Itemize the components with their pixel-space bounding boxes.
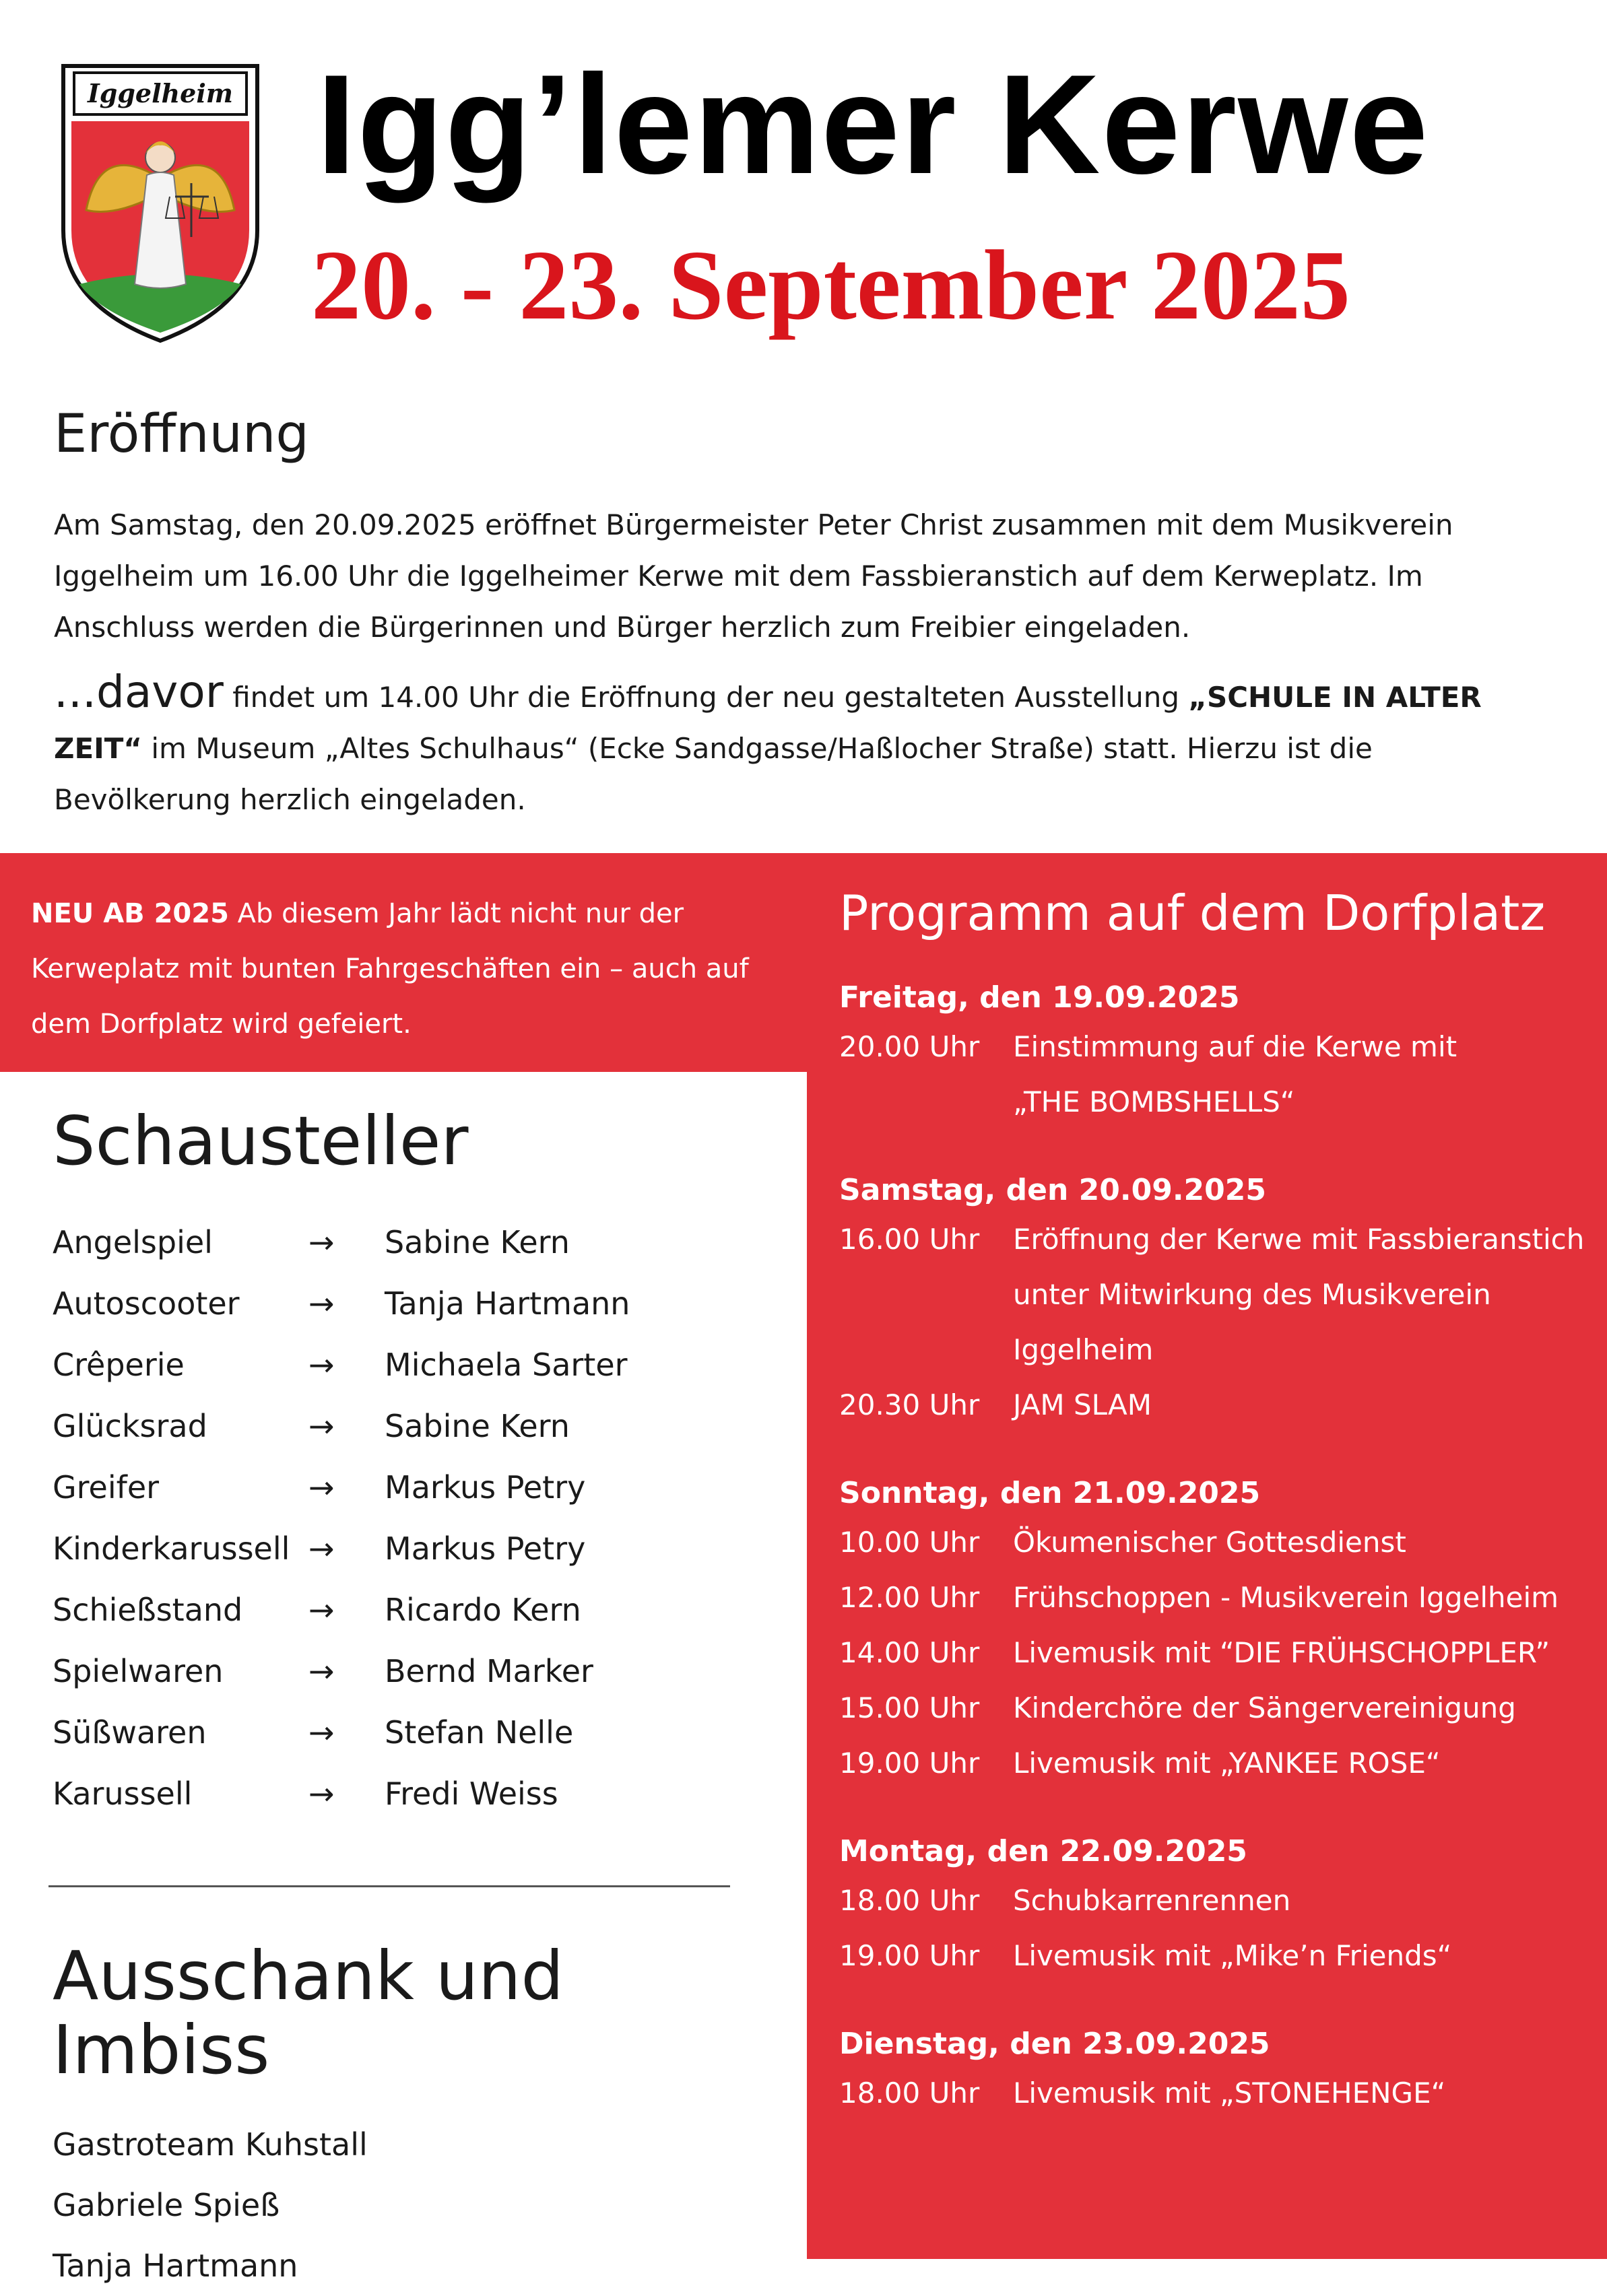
event-line: Kinderchöre der Sängervereinigung bbox=[1013, 1691, 1516, 1724]
operator-name: Sabine Kern bbox=[385, 1408, 570, 1444]
davor-lead: ...davor bbox=[54, 666, 224, 718]
program-section bbox=[839, 885, 1587, 2160]
attraction-name: Glücksrad bbox=[53, 1408, 207, 1444]
program-event bbox=[839, 1736, 1587, 1791]
program-event bbox=[839, 1515, 1587, 1570]
event-time: 18.00 Uhr bbox=[839, 2076, 980, 2109]
operator-name: Ricardo Kern bbox=[385, 1592, 581, 1628]
schausteller-row bbox=[53, 1273, 766, 1335]
ausschank-heading: Ausschank und Imbiss bbox=[53, 1936, 564, 2089]
attraction-name: Karussell bbox=[53, 1776, 193, 1812]
opening-paragraph: Am Samstag, den 20.09.2025 eröffnet Bürgermeister Peter Christ zusammen mit dem Musikverein Iggelheim um 16.00 Uhr die Iggelheimer Kerwe mit dem Fassbieranstich auf dem Kerweplatz. Im Anschluss werden die Bürgerinnen und Bürger herzlich zum Freibier eingeladen. bbox=[54, 508, 1453, 644]
event-time: 10.00 Uhr bbox=[839, 1526, 980, 1559]
operator-name: Fredi Weiss bbox=[385, 1776, 558, 1812]
attraction-name: Süßwaren bbox=[53, 1714, 207, 1751]
day-label: Freitag, den 19.09.2025 bbox=[839, 980, 1240, 1015]
day-label: Dienstag, den 23.09.2025 bbox=[839, 2027, 1270, 2061]
program-event bbox=[839, 2066, 1587, 2121]
schausteller-row bbox=[53, 1335, 766, 1396]
schausteller-row bbox=[53, 1702, 766, 1763]
event-line: Einstimmung auf die Kerwe mit bbox=[1013, 1030, 1457, 1063]
davor-paragraph bbox=[54, 667, 1556, 825]
schausteller-row bbox=[53, 1518, 766, 1580]
event-description bbox=[1013, 1378, 1587, 1433]
arrow-icon: → bbox=[308, 1285, 335, 1322]
program-event bbox=[839, 1625, 1587, 1681]
program-day bbox=[839, 976, 1587, 1130]
arrow-icon: → bbox=[308, 1530, 335, 1567]
event-time: 19.00 Uhr bbox=[839, 1747, 980, 1780]
program-event bbox=[839, 1212, 1587, 1378]
attraction-name: Spielwaren bbox=[53, 1653, 224, 1689]
schausteller-row bbox=[53, 1641, 766, 1702]
program-event bbox=[839, 1019, 1587, 1130]
davor-text-1: findet um 14.00 Uhr die Eröffnung der neu gestalteten Ausstellung bbox=[223, 681, 1189, 714]
event-time: 20.30 Uhr bbox=[839, 1388, 980, 1421]
event-time: 19.00 Uhr bbox=[839, 1939, 980, 1972]
event-description bbox=[1013, 1625, 1587, 1681]
operator-name: Michaela Sarter bbox=[385, 1347, 628, 1383]
event-description bbox=[1013, 1019, 1587, 1130]
vendor-item: Gabriele Spieß bbox=[53, 2187, 280, 2223]
arrow-icon: → bbox=[308, 1408, 335, 1444]
schausteller-row bbox=[53, 1396, 766, 1457]
page-title: Igg’lemer Kerwe bbox=[317, 45, 1430, 203]
program-event bbox=[839, 1681, 1587, 1736]
operator-name: Bernd Marker bbox=[385, 1653, 593, 1689]
operator-name: Markus Petry bbox=[385, 1530, 586, 1567]
arrow-icon: → bbox=[308, 1224, 335, 1260]
arrow-icon: → bbox=[308, 1347, 335, 1383]
event-time: 20.00 Uhr bbox=[839, 1030, 980, 1063]
schausteller-row bbox=[53, 1763, 766, 1825]
program-day bbox=[839, 2023, 1587, 2121]
event-line: Ökumenischer Gottesdienst bbox=[1013, 1526, 1406, 1559]
attraction-name: Schießstand bbox=[53, 1592, 243, 1628]
event-line: Eröffnung der Kerwe mit Fassbieranstich bbox=[1013, 1223, 1585, 1256]
event-description bbox=[1013, 1515, 1587, 1570]
program-event bbox=[839, 1873, 1587, 1928]
news-label: NEU AB 2025 bbox=[31, 898, 229, 929]
schausteller-row bbox=[53, 1580, 766, 1641]
day-label: Montag, den 22.09.2025 bbox=[839, 1834, 1247, 1868]
event-date: 20. - 23. September 2025 bbox=[311, 230, 1350, 341]
operator-name: Stefan Nelle bbox=[385, 1714, 574, 1751]
arrow-icon: → bbox=[308, 1653, 335, 1689]
arrow-icon: → bbox=[308, 1714, 335, 1751]
program-day bbox=[839, 1169, 1587, 1433]
intro-section bbox=[54, 404, 1556, 825]
event-line: Livemusik mit “DIE FRÜHSCHOPPLER” bbox=[1013, 1636, 1550, 1669]
event-line: Livemusik mit „Mike’n Friends“ bbox=[1013, 1939, 1452, 1972]
news-body: Ab diesem Jahr lädt nicht nur der Kerweplatz mit bunten Fahrgeschäften ein – auch auf dem Dorfplatz wird gefeiert. bbox=[31, 898, 749, 1040]
iggelheim-crest-logo bbox=[59, 62, 261, 345]
program-event bbox=[839, 1928, 1587, 1984]
program-heading: Programm auf dem Dorfplatz bbox=[839, 885, 1546, 941]
event-description bbox=[1013, 1212, 1587, 1378]
day-label: Sonntag, den 21.09.2025 bbox=[839, 1476, 1261, 1510]
event-description bbox=[1013, 1928, 1587, 1984]
schausteller-row bbox=[53, 1457, 766, 1518]
opening-heading: Eröffnung bbox=[54, 404, 309, 465]
day-label: Samstag, den 20.09.2025 bbox=[839, 1173, 1267, 1207]
news-text bbox=[31, 886, 772, 1052]
event-line: „THE BOMBSHELLS“ bbox=[1013, 1085, 1295, 1118]
event-line: unter Mitwirkung des Musikverein Iggelheim bbox=[1013, 1278, 1491, 1366]
program-event bbox=[839, 1570, 1587, 1625]
attraction-name: Crêperie bbox=[53, 1347, 185, 1383]
event-line: JAM SLAM bbox=[1013, 1388, 1152, 1421]
davor-text-2: im Museum „Altes Schulhaus“ (Ecke Sandgasse/Haßlocher Straße) statt. Hierzu ist die Bevölkerung herzlich eingeladen. bbox=[54, 732, 1373, 816]
operator-name: Markus Petry bbox=[385, 1469, 586, 1506]
program-day bbox=[839, 1472, 1587, 1791]
schausteller-row bbox=[53, 1212, 766, 1273]
event-time: 15.00 Uhr bbox=[839, 1691, 980, 1724]
ausschank-section bbox=[53, 1936, 766, 2296]
event-time: 12.00 Uhr bbox=[839, 1581, 980, 1614]
event-line: Livemusik mit „YANKEE ROSE“ bbox=[1013, 1747, 1441, 1780]
section-divider bbox=[48, 1885, 730, 1887]
program-event bbox=[839, 1378, 1587, 1433]
attraction-name: Autoscooter bbox=[53, 1285, 240, 1322]
event-description bbox=[1013, 1570, 1587, 1625]
event-time: 16.00 Uhr bbox=[839, 1223, 980, 1256]
operator-name: Sabine Kern bbox=[385, 1224, 570, 1260]
arrow-icon: → bbox=[308, 1592, 335, 1628]
event-time: 14.00 Uhr bbox=[839, 1636, 980, 1669]
attraction-name: Greifer bbox=[53, 1469, 160, 1506]
event-time: 18.00 Uhr bbox=[839, 1884, 980, 1917]
program-day bbox=[839, 1830, 1587, 1984]
event-description bbox=[1013, 1873, 1587, 1928]
svg-text:Iggelheim: Iggelheim bbox=[88, 78, 233, 108]
event-line: Livemusik mit „STONEHENGE“ bbox=[1013, 2076, 1446, 2109]
arrow-icon: → bbox=[308, 1469, 335, 1506]
operator-name: Tanja Hartmann bbox=[385, 1285, 630, 1322]
event-description bbox=[1013, 2066, 1587, 2121]
event-line: Frühschoppen - Musikverein Iggelheim bbox=[1013, 1581, 1559, 1614]
attraction-name: Angelspiel bbox=[53, 1224, 213, 1260]
vendor-item: Gastroteam Kuhstall bbox=[53, 2126, 368, 2163]
event-description bbox=[1013, 1681, 1587, 1736]
vendor-item: Tanja Hartmann bbox=[53, 2248, 298, 2284]
event-line: Schubkarrenrennen bbox=[1013, 1884, 1291, 1917]
arrow-icon: → bbox=[308, 1776, 335, 1812]
schausteller-section bbox=[53, 1104, 766, 1825]
exhibition-title: „SCHULE IN ALTER ZEIT“ bbox=[54, 681, 1482, 765]
schausteller-heading: Schausteller bbox=[53, 1102, 469, 1180]
event-description bbox=[1013, 1736, 1587, 1791]
attraction-name: Kinderkarussell bbox=[53, 1530, 290, 1567]
